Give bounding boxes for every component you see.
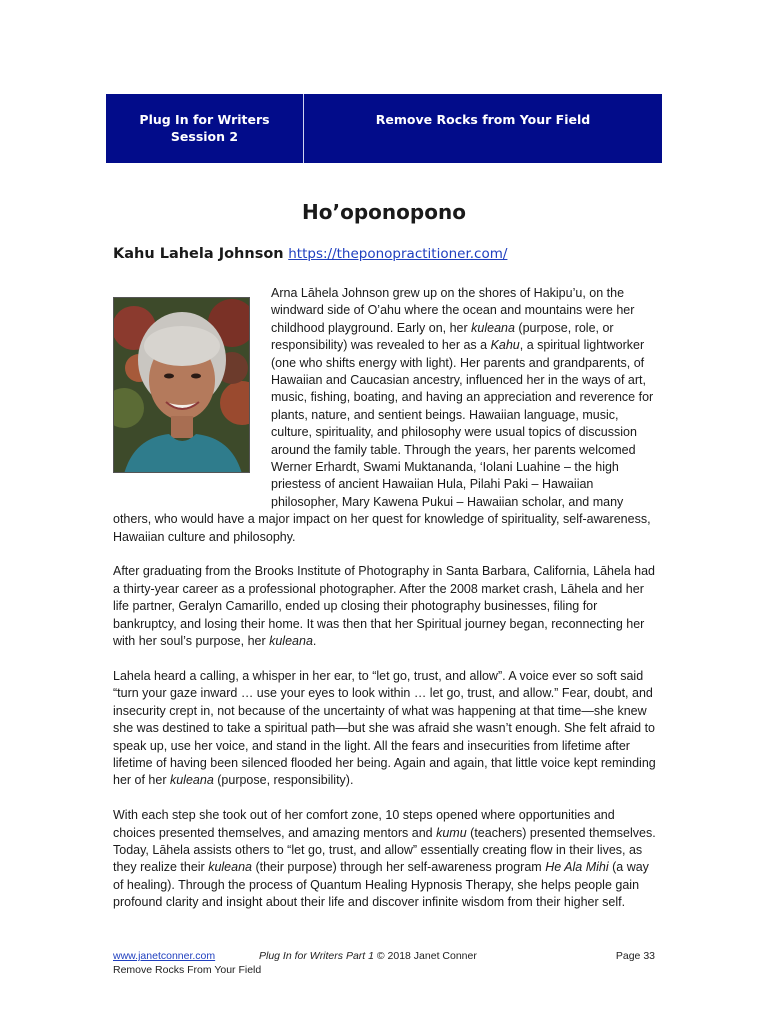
- footer-copyright-text: © 2018 Janet Conner: [373, 950, 477, 962]
- header-topic-cell: [304, 94, 662, 163]
- biography-paragraph-2: After graduating from the Brooks Institute of Photography in Santa Barbara, California, Lāhela had a thirty-year career as a professional photographer. After the 2008 market crash, Lāhela and her life partner, Geralyn Camarillo, ended up closing their photography businesses, filing for bankruptcy, and losing their home. It was then that her Spiritual journey began, reconnecting her with her soul’s purpose, her kuleana.: [113, 564, 655, 649]
- author-website-link[interactable]: https://theponopractitioner.com/: [288, 246, 508, 262]
- author-line: [113, 246, 673, 262]
- header-course-title: Plug In for Writers: [139, 112, 270, 127]
- author-name: Kahu Lahela Johnson: [113, 246, 284, 262]
- footer-page-number: Page 33: [615, 950, 655, 962]
- footer-subtitle: Remove Rocks From Your Field: [113, 964, 262, 976]
- header-session-label: Session 2: [170, 129, 239, 144]
- header-session-cell: [106, 94, 304, 163]
- biography-text: [113, 285, 657, 929]
- biography-paragraph-1: Arna Lāhela Johnson grew up on the shores of Hakipu’u, on the windward side of O’ahu where the ocean and mountains were her childhood playground. Early on, her kuleana (purpose, role, or responsibility) was revealed to her as a Kahu, a spiritual lightworker (one who shifts energy with light). Her parents and grandparents, of Hawaiian and Caucasian ancestry, influenced her in the ways of art, music, fishing, boating, and having an appreciation and reverence for plants, nature, and sentient beings. Hawaiian language, music, culture, spirituality, and philosophy were usual topics of discussion around the family table. Through the years, her parents welcomed Werner Erhardt, Swami Muktananda, ‘Iolani Luahine – the high priestess of ancient Hawaiian Hula, Pilahi Paki – Hawaiian philosopher, Mary Kawena Pukui – Hawaiian scholar, and many others, who would have a major impact on her quest for knowledge of spirituality, self-awareness, Hawaiian culture and philosophy.: [113, 286, 654, 544]
- footer-site-link[interactable]: www.janetconner.com: [113, 950, 216, 962]
- header-topic-title: Remove Rocks from Your Field: [375, 112, 591, 127]
- page-footer: [113, 949, 655, 977]
- footer-copyright: [259, 949, 616, 963]
- page-title: Ho’oponopono: [302, 200, 466, 224]
- header-banner: [106, 94, 662, 163]
- biography-paragraph-4: With each step she took out of her comfort zone, 10 steps opened where opportunities and choices presented themselves, and amazing mentors and kumu (teachers) presented themselves. Today, Lāhela assists others to “let go, trust, and allow” essentially creating flow in their lives, as they realize their kuleana (their purpose) through her self-awareness program He Ala Mihi (a way of healing). Through the process of Quantum Healing Hypnosis Therapy, she helps people gain profound clarity and insight about their life and discover infinite wisdom from their higher self.: [113, 808, 656, 910]
- biography-paragraph-3: Lahela heard a calling, a whisper in her ear, to “let go, trust, and allow”. A voice ever so soft said “turn your gaze inward … use your eyes to look within … let go, trust, and allow.” Fear, doubt, and insecurity crept in, not because of the uncertainty of what was happening at that time—she knew she was destined to take a spiritual path—but she was afraid she wasn’t enough. She felt afraid to speak up, use her voice, and stand in the light. All the fears and insecurities from lifetime after lifetime of having been silenced flooded her being. Again and again, that little voice kept reminding her of her kuleana (purpose, responsibility).: [113, 668, 656, 788]
- footer-row: [113, 949, 655, 963]
- footer-course-title: Plug In for Writers Part 1: [259, 950, 374, 962]
- photo-text-wrap-spacer: [113, 285, 271, 509]
